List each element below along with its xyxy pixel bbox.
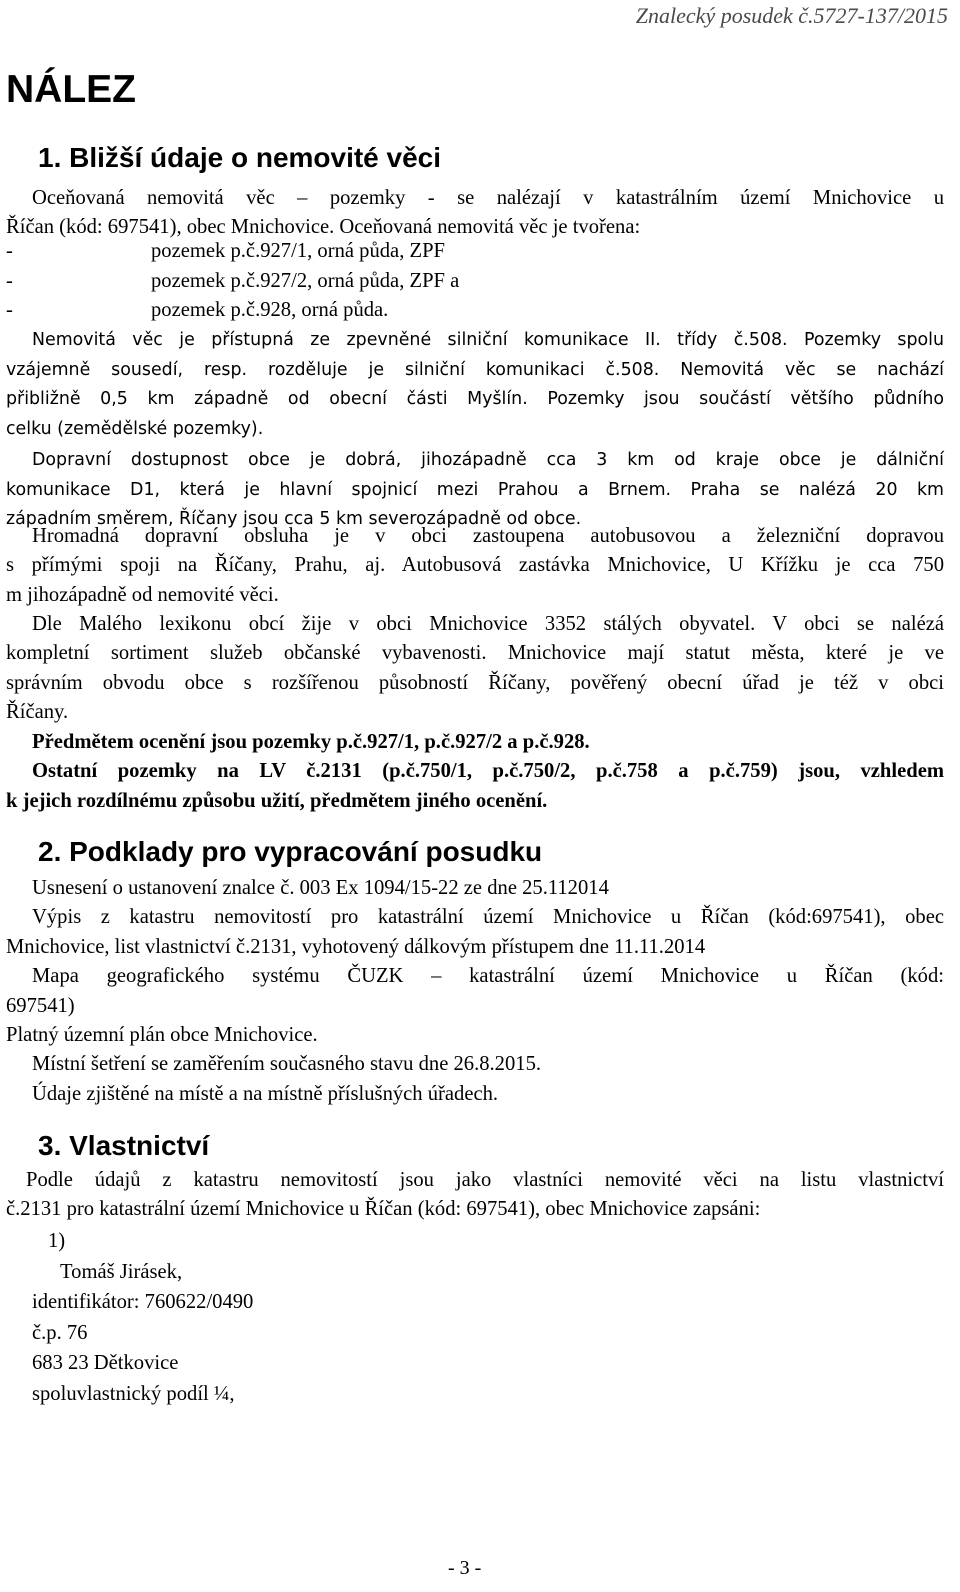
owner-identifier: identifikátor: 760622/0490 [32, 1291, 254, 1313]
subject-paragraph [6, 728, 944, 816]
source-line: Místní šetření se zaměřením současného stavu dne 26.8.2015. [32, 1053, 542, 1076]
intro-line: Říčan (kód: 697541), obec Mnichovice. Oceňovaná nemovitá věc je tvořena: [6, 216, 641, 239]
access-paragraph [6, 326, 944, 444]
source-line: Platný územní plán obce Mnichovice. [6, 1024, 318, 1047]
owner-number: 1) [48, 1230, 66, 1252]
paragraph-line: vzájemně sousedí, resp. rozděluje je silniční komunikaci č.508. Nemovitá věc se nachází [6, 359, 944, 380]
list-dash: - [6, 299, 13, 321]
paragraph-line: kompletní sortiment služeb občanské vybavenosti. Mnichovice mají statut města, které je ve [6, 642, 944, 665]
page-number: - 3 - [448, 1557, 482, 1579]
section-2-heading: 2. Podklady pro vypracování posudku [38, 836, 543, 867]
public-transport-paragraph [6, 522, 944, 610]
list-item: pozemek p.č.928, orná půda. [151, 299, 389, 321]
owner-details [32, 1226, 960, 1409]
document-reference: Znalecký posudek č.5727-137/2015 [635, 3, 948, 28]
paragraph-line: Hromadná dopravní obsluha je v obci zastoupena autobusovou a železniční dopravou [32, 525, 944, 547]
paragraph-line: s přímými spoji na Říčany, Prahu, aj. Autobusová zastávka Mnichovice, U Křížku je cca 750 [6, 554, 944, 577]
source-line: Mapa geografického systému ČUZK – katastrální území Mnichovice u Říčan (kód: [32, 965, 944, 988]
paragraph-line: k jejich rozdílnému způsobu užití, předmětem jiného ocenění. [6, 789, 548, 812]
section-3-heading: 3. Vlastnictví [38, 1130, 210, 1161]
source-line: 697541) [6, 994, 75, 1017]
paragraph-line: přibližně 0,5 km západně od obecní části Myšlín. Pozemky jsou součástí většího půdního [6, 389, 944, 410]
source-line: Usnesení o ustanovení znalce č. 003 Ex 1094/15-22 ze dne 25.112014 [32, 877, 609, 899]
paragraph-line: Říčany. [6, 701, 69, 724]
paragraph-line: Dopravní dostupnost obce je dobrá, jihozápadně cca 3 km od kraje obce je dálniční [32, 450, 944, 470]
page-title: NÁLEZ [6, 68, 136, 111]
source-line: Údaje zjištěné na místě a na místně příslušných úřadech. [32, 1082, 499, 1105]
paragraph-line: západním směrem, Říčany jsou cca 5 km severozápadně od obce. [6, 509, 582, 530]
owner-house-number: č.p. 76 [32, 1321, 88, 1344]
list-item: pozemek p.č.927/1, orná půda, ZPF [151, 240, 445, 262]
paragraph-line: m jihozápadně od nemovité věci. [6, 583, 279, 606]
ownership-paragraph [6, 1166, 944, 1225]
paragraph-line: Podle údajů z katastru nemovitostí jsou jako vlastníci nemovité věci na listu vlastnictví [26, 1169, 944, 1191]
list-dash: - [6, 270, 13, 292]
intro-line: Oceňovaná nemovitá věc – pozemky - se nalézají v katastrálním území Mnichovice u [32, 187, 944, 209]
paragraph-line: celku (zemědělské pozemky). [6, 418, 264, 439]
lexicon-paragraph [6, 610, 944, 728]
paragraph-line: Dle Malého lexikonu obcí žije v obci Mnichovice 3352 stálých obyvatel. V obci se nalézá [32, 613, 944, 635]
section-1-intro [6, 184, 944, 243]
sources-list [6, 874, 944, 1109]
paragraph-line: Ostatní pozemky na LV č.2131 (p.č.750/1, p.č.750/2, p.č.758 a p.č.759) jsou, vzhledem [32, 760, 944, 783]
paragraph-line: komunikace D1, která je hlavní spojnicí mezi Prahou a Brnem. Praha se nalézá 20 km [6, 479, 944, 500]
owner-name: Tomáš Jirásek, [60, 1260, 183, 1283]
owner-address: 683 23 Dětkovice [32, 1352, 179, 1374]
list-dash: - [6, 240, 13, 262]
source-line: Mnichovice, list vlastnictví č.2131, vyhotovený dálkovým přístupem dne 11.11.2014 [6, 935, 706, 958]
source-line: Výpis z katastru nemovitostí pro katastrální území Mnichovice u Říčan (kód:697541), obec [32, 906, 944, 929]
paragraph-line: Nemovitá věc je přístupná ze zpevněné silniční komunikace II. třídy č.508. Pozemky spolu [32, 330, 944, 350]
paragraph-line: správním obvodu obce s rozšířenou působností Říčany, pověřený obecní úřad je též v obci [6, 671, 944, 694]
owner-share: spoluvlastnický podíl ¼, [32, 1382, 235, 1405]
paragraph-line: Předmětem ocenění jsou pozemky p.č.927/1, p.č.927/2 a p.č.928. [32, 731, 590, 753]
list-item: pozemek p.č.927/2, orná půda, ZPF a [151, 270, 460, 292]
paragraph-line: č.2131 pro katastrální území Mnichovice u Říčan (kód: 697541), obec Mnichovice zapsáni: [6, 1198, 761, 1221]
section-1-heading: 1. Bližší údaje o nemovité věci [38, 142, 442, 173]
